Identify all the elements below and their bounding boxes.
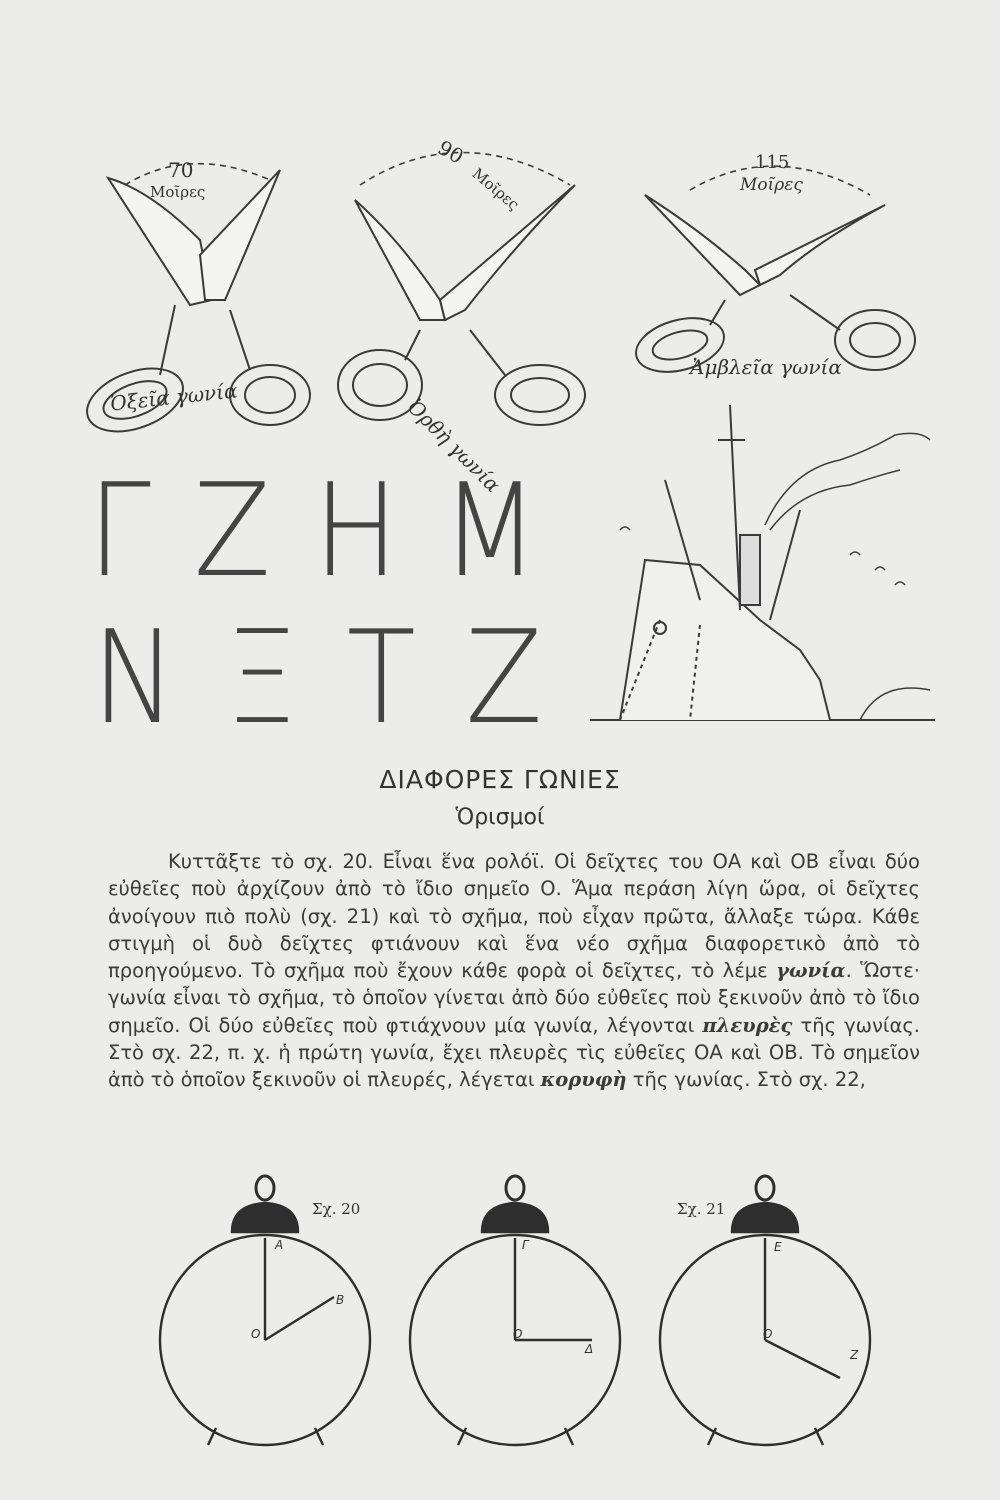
paragraph-text-4: τῆς γωνίας. Στὸ σχ. 22, xyxy=(626,1068,866,1092)
clock-mid-center-label: O xyxy=(513,1327,523,1341)
letter-gamma: Γ xyxy=(88,457,158,606)
scissor-1-unit: Μοῖρες xyxy=(150,183,206,201)
letter-xi: Ξ xyxy=(225,604,305,753)
clock-20-point-b: B xyxy=(336,1293,345,1307)
letter-eta: Η xyxy=(313,457,406,606)
scissor-2-degrees: 90 xyxy=(433,135,468,169)
paragraph-text-2: . Ὥστε· γωνία εἶναι τὸ σχῆμα, τὸ ὁποῖον γίνεται ἀπὸ δύο εὐθεῖες ποὺ ξεκινοῦν ἀπὸ τὸ ἴδιο σημεῖο. Οἱ δύο εὐθεῖες ποὺ φτιάχνουν μία γωνία, λέγονται xyxy=(108,959,920,1037)
clock-21-center-label: O xyxy=(763,1327,773,1341)
term-vertex: κορυφὴ xyxy=(540,1068,627,1092)
clock-21-point-z: Z xyxy=(850,1348,859,1362)
scissor-3-unit: Μοῖρες xyxy=(740,175,803,195)
letter-mu: Μ xyxy=(441,457,546,606)
section-subheading: Ὁρισμοί xyxy=(455,805,545,830)
clock-21-point-e: E xyxy=(774,1240,782,1254)
scissor-3-angle-name: Ἀμβλεῖα γωνία xyxy=(690,355,842,379)
scissor-1-angle-name: Ὀξεῖα γωνία xyxy=(109,378,239,416)
letter-zeta-2: Ζ xyxy=(465,604,550,753)
clock-20-point-a: A xyxy=(275,1238,284,1252)
clock-21-caption: Σχ. 21 xyxy=(677,1200,726,1218)
scissor-3-degrees: 115 xyxy=(755,152,790,173)
letter-zeta: Ζ xyxy=(193,457,278,606)
scissor-1-degrees: 70 xyxy=(168,158,194,182)
letter-tau: Τ xyxy=(346,604,423,753)
letter-nu: Ν xyxy=(92,604,184,753)
scissor-2-unit: Μοῖρες xyxy=(468,164,523,214)
section-heading: ΔΙΑΦΟΡΕΣ ΓΩΝΙΕΣ xyxy=(379,765,621,794)
clock-mid-point-gamma: Γ xyxy=(522,1238,529,1252)
term-angle: γωνία xyxy=(776,959,846,983)
paragraph-text-1: Κυττᾶξτε τὸ σχ. 20. Εἶναι ἕνα ρολόϊ. Οἱ δεῖχτες του ΟΑ καὶ ΟΒ εἶναι δύο εὐθεῖες ποὺ ἀρχίζουν ἀπὸ τὸ ἴδιο σημεῖο Ο. Ἅμα περάση λίγη ὥρα, οἱ δεῖχτες ἀνοίγουν πιὸ πολὺ (σχ. 21) καὶ τὸ σχῆμα, ποὺ εἶχαν πρῶτα, ἄλλαξε τώρα. Κάθε στιγμὴ οἱ δυὸ δεῖχτες φτιάνουν καὶ ἕνα νέο σχῆμα διαφορετικὸ ἀπὸ τὸ προηγούμενο. Τὸ σχῆμα ποὺ ἔχουν κάθε φορὰ οἱ δεῖχτες, τὸ λέμε xyxy=(108,850,920,983)
term-sides: πλευρὲς xyxy=(702,1013,793,1037)
clock-20-center-label: O xyxy=(251,1327,261,1341)
scissor-2-angle-name: Ὀρθὴ γωνία xyxy=(403,395,506,498)
clock-mid-point-delta: Δ xyxy=(585,1342,594,1356)
clock-20-caption: Σχ. 20 xyxy=(312,1200,361,1218)
paragraph-text-3: τῆς γωνίας. Στὸ σχ. 22, π. χ. ἡ πρώτη γωνία, ἔχει πλευρὲς τὶς εὐθεῖες ΟΑ καὶ ΟΒ. Τὸ σημεῖον ἀπὸ τὸ ὁποῖον ξεκινοῦν οἱ πλευρές, λέγεται xyxy=(108,1013,920,1092)
